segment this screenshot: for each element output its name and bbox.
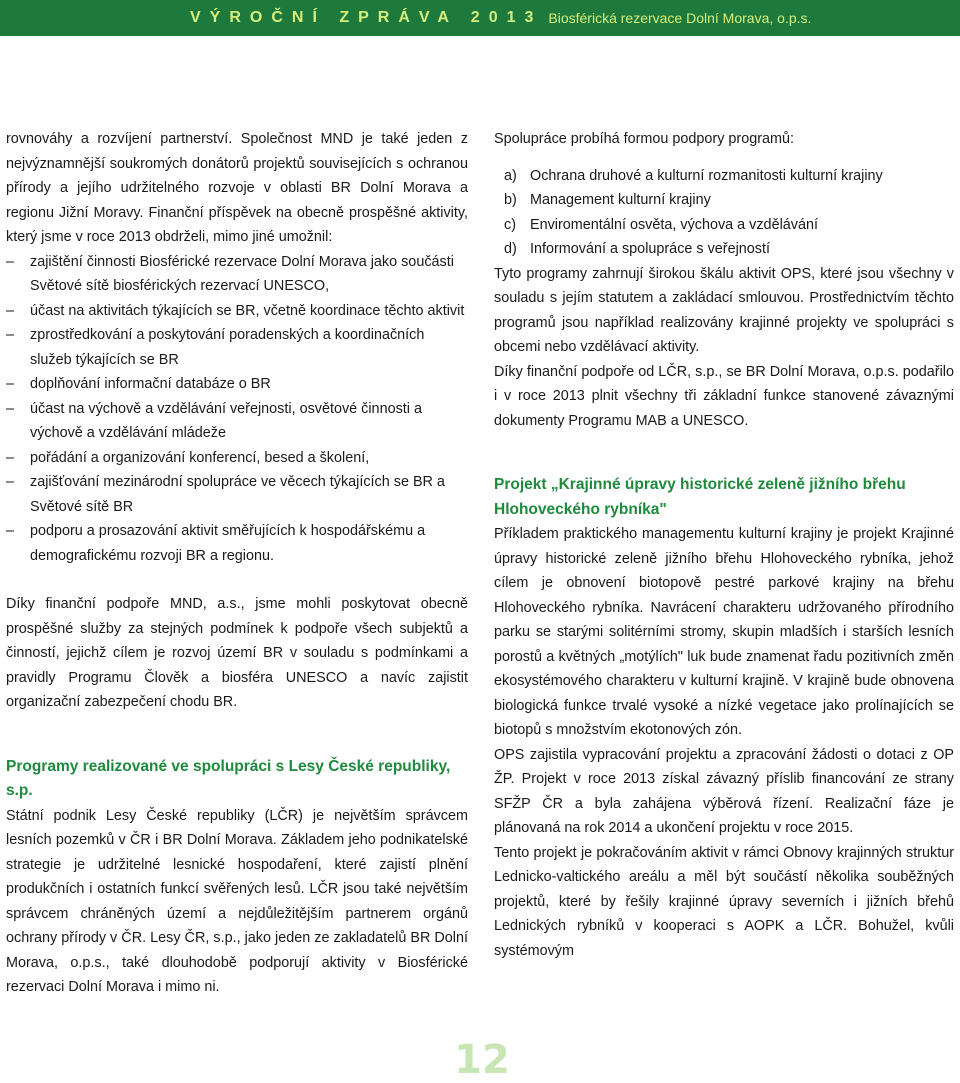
mnd-activities-list bbox=[6, 250, 468, 569]
mnd-intro-paragraph: rovnováhy a rozvíjení partnerství. Společnost MND je také jeden z nejvýznamnější soukromých donátorů projektů souvisejících s ochranou přírody a jejího udržitelného rozvoje v oblasti BR Dolní Morava a regionu Jižní Moravy. Finanční příspěvek na obecně prospěšné aktivity, který jsme v roce 2013 obdrželi, mimo jiné umožnil: bbox=[6, 131, 468, 245]
list-item: – účast na aktivitách týkajících se BR, včetně koordinace těchto aktivit bbox=[6, 299, 468, 324]
list-item: a) Ochrana druhové a kulturní rozmanitosti kulturní krajiny bbox=[504, 167, 883, 184]
lcr-support-paragraph: Díky finanční podpoře od LČR, s.p., se BR Dolní Morava, o.p.s. podařilo i v roce 2013 plnit všechny tři základní funkce stanovené závaznými dokumenty Programu MAB a UNESCO. bbox=[494, 363, 954, 429]
list-item: – doplňování informační databáze o BR bbox=[6, 372, 468, 397]
right-column bbox=[494, 127, 954, 963]
list-item: – účast na výchově a vzdělávání veřejnosti, osvětové činnosti a výchově a vzdělávání mládeže bbox=[6, 397, 468, 446]
list-item: b) Management kulturní krajiny bbox=[504, 192, 711, 208]
project-paragraph-1: Příkladem praktického managementu kulturní krajiny je projekt Krajinné úpravy historické zeleně jižního břehu Hlohoveckého rybníka, jehož cílem je obnovení biotopově pestré parkové krajiny na břehu Hlohoveckého rybníka. Navrácení charakteru udržovaného přírodního parku se starými solitérními stromy, skupin mladších i starších lesních porostů a květných „motýlích" luk bude znamenat řadu pozitivních změn ekosystémového charakteru v kulturní krajině. V krajině bude obnovena biologická funkce trvalé vysoké a nízké vegetace jako prolínajících se biotopů s množstvím ekotonových zón. bbox=[494, 526, 954, 738]
lesy-section-heading: Programy realizované ve spolupráci s Lesy České republiky, s.p. bbox=[6, 757, 451, 799]
mnd-thanks-paragraph: Díky finanční podpoře MND, a.s., jsme mohli poskytovat obecně prospěšné služby za stejných podmínek k podpoře všech subjektů a činností, jejichž cílem je rozvoj území BR v souladu s podmínkami a pravidly Programu Člověk a biosféra UNESCO a navíc zajistit organizační zabezpečení chodu BR. bbox=[6, 596, 468, 710]
page-header bbox=[0, 0, 960, 36]
project-heading: Projekt „Krajinné úpravy historické zeleně jižního břehu Hlohoveckého rybníka" bbox=[494, 476, 906, 518]
programs-intro: Spolupráce probíhá formou podpory programů: bbox=[494, 131, 794, 147]
project-paragraph-3: Tento projekt je pokračováním aktivit v rámci Obnovy krajinných struktur Lednicko-valtického areálu a měl být součástí několika souběžných projektů, které by řešily krajinné úpravy severních i jižních břehů Lednických rybníků v kooperaci s AOPK a LČR. Bohužel, kvůli systémovým bbox=[494, 844, 954, 959]
report-title: VÝROČNÍ ZPRÁVA 2013 bbox=[190, 9, 543, 26]
report-subtitle: Biosférická rezervace Dolní Morava, o.p.s. bbox=[548, 10, 812, 26]
programs-list bbox=[494, 164, 954, 262]
list-item: – pořádání a organizování konferencí, besed a školení, bbox=[6, 446, 468, 471]
list-item: – zajišťování mezinárodní spolupráce ve věcech týkajících se BR a Světové sítě BR bbox=[6, 470, 468, 519]
lesy-paragraph: Státní podnik Lesy České republiky (LČR) je největším správcem lesních pozemků v ČR i BR Dolní Morava. Základem jeho podnikatelské strategie je udržitelné lesnické hospodaření, které zajistí plnění produkčních i ostatních funkcí svěřených lesů. LČR jsou také největším správcem chráněných území a nejdůležitějším partnerem orgánů ochrany přírody v ČR. Lesy ČR, s.p., jako jeden ze zakladatelů BR Dolní Morava, o.p.s., také dlouhodobě podporují aktivity v Biosférické rezervaci Dolní Morava i mimo ni. bbox=[6, 807, 468, 995]
project-paragraph-2: OPS zajistila vypracování projektu a zpracování žádosti o dotaci z OP ŽP. Projekt v roce 2013 získal závazný příslib financování ze strany SFŽP ČR a byla zahájena výběrová řízení. Realizační fáze je plánovaná na rok 2014 a ukončení projektu v roce 2015. bbox=[494, 746, 954, 836]
list-item: d) Informování a spolupráce s veřejností bbox=[504, 241, 770, 257]
left-column bbox=[6, 127, 468, 1000]
list-item: – zprostředkování a poskytování poradenských a koordinačních služeb týkajících se BR bbox=[6, 323, 468, 372]
programs-paragraph: Tyto programy zahrnují širokou škálu aktivit OPS, které jsou všechny v souladu s jejím statutem a zakládací smlouvou. Prostřednictvím těchto programů jsou například realizovány krajinné projekty ve spolupráci s obcemi nebo vzdělávací aktivity. bbox=[494, 265, 954, 355]
list-item: – podporu a prosazování aktivit směřujících k hospodářskému a demografickému rozvoji BR a regionu. bbox=[6, 519, 468, 568]
list-item: c) Enviromentální osvěta, výchova a vzdělávání bbox=[504, 216, 818, 233]
page-number: 12 bbox=[454, 1037, 510, 1083]
list-item: – zajištění činnosti Biosférické rezervace Dolní Morava jako součásti Světové sítě biosférických rezervací UNESCO, bbox=[6, 250, 468, 299]
